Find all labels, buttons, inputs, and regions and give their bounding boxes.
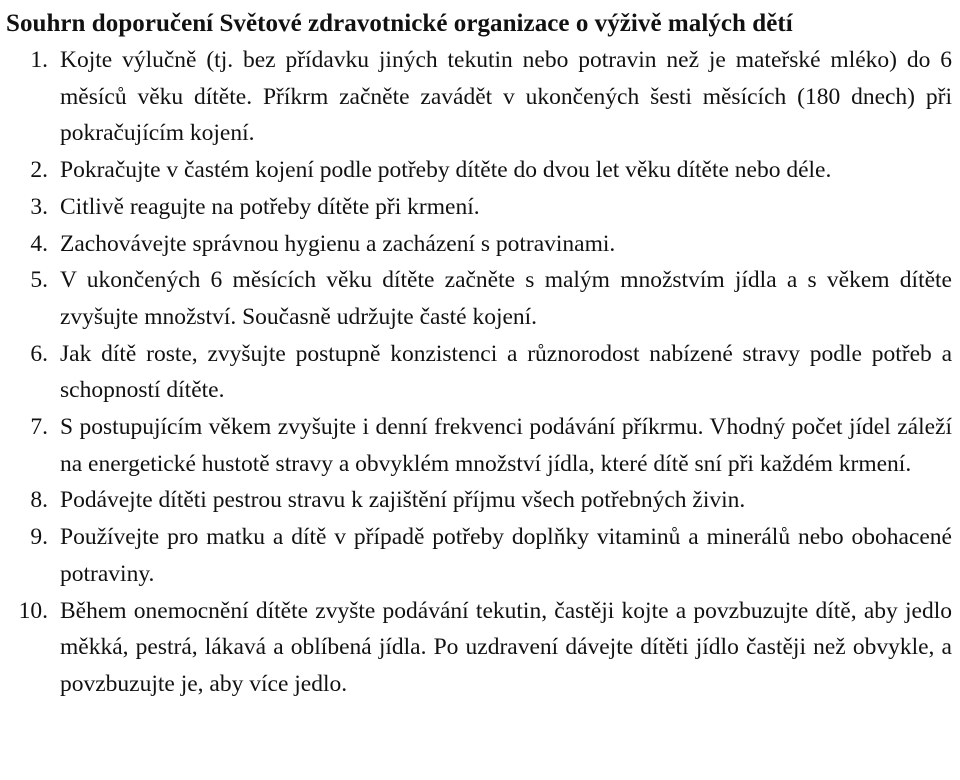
item-text: Jak dítě roste, zvyšujte postupně konzistenci a různorodost nabízené stravy podle potřeb a schopností dítěte.	[60, 340, 952, 404]
list-item	[6, 226, 952, 263]
list-item	[6, 42, 952, 152]
list-item	[6, 189, 952, 226]
list-item	[6, 336, 952, 409]
list-item	[6, 519, 952, 592]
list-item	[6, 409, 952, 482]
item-text: Pokračujte v častém kojení podle potřeby dítěte do dvou let věku dítěte nebo déle.	[60, 157, 832, 184]
item-number: 5.	[30, 267, 48, 294]
item-text: V ukončených 6 měsících věku dítěte začněte s malým množstvím jídla a s věkem dítěte zvyšujte množství. Současně udržujte časté kojení.	[60, 267, 952, 330]
item-text: Zachovávejte správnou hygienu a zacházení s potravinami.	[60, 230, 616, 257]
item-number: 9.	[30, 524, 48, 551]
list-item	[6, 152, 952, 189]
recommendations-list	[6, 42, 952, 703]
item-number: 7.	[30, 414, 48, 441]
document-title: Souhrn doporučení Světové zdravotnické organizace o výživě malých dětí	[6, 10, 793, 37]
item-text: Během onemocnění dítěte zvyšte podávání tekutin, častěji kojte a povzbuzujte dítě, aby jedlo měkká, pestrá, lákavá a oblíbená jídla. Po uzdravení dávejte dítěti jídlo častěji než obvykle, a povzbuzujte je, aby více jedlo.	[60, 597, 952, 697]
item-number: 1.	[30, 47, 48, 73]
item-text: Podávejte dítěti pestrou stravu k zajištění příjmu všech potřebných živin.	[60, 487, 746, 514]
item-number: 6.	[30, 340, 48, 367]
list-item	[6, 482, 952, 519]
item-text: S postupujícím věkem zvyšujte i denní frekvenci podávání příkrmu. Vhodný počet jídel záleží na energetické hustotě stravy a obvyklém množství jídla, které dítě sní při každém krmení.	[60, 414, 952, 477]
item-number: 3.	[30, 193, 48, 220]
item-number: 10.	[18, 597, 48, 624]
item-number: 8.	[30, 487, 48, 514]
item-text: Citlivě reagujte na potřeby dítěte při krmení.	[60, 193, 480, 220]
item-number: 2.	[30, 157, 48, 184]
item-text: Kojte výlučně (tj. bez přídavku jiných tekutin nebo potravin než je mateřské mléko) do 6 měsíců věku dítěte. Příkrm začněte zavádět v ukončených šesti měsících (180 dnech) při pokračujícím kojení.	[60, 47, 952, 147]
item-text: Používejte pro matku a dítě v případě potřeby doplňky vitaminů a minerálů nebo obohacené potraviny.	[60, 524, 952, 587]
list-item	[6, 262, 952, 335]
list-item	[6, 593, 952, 703]
item-number: 4.	[30, 230, 48, 257]
